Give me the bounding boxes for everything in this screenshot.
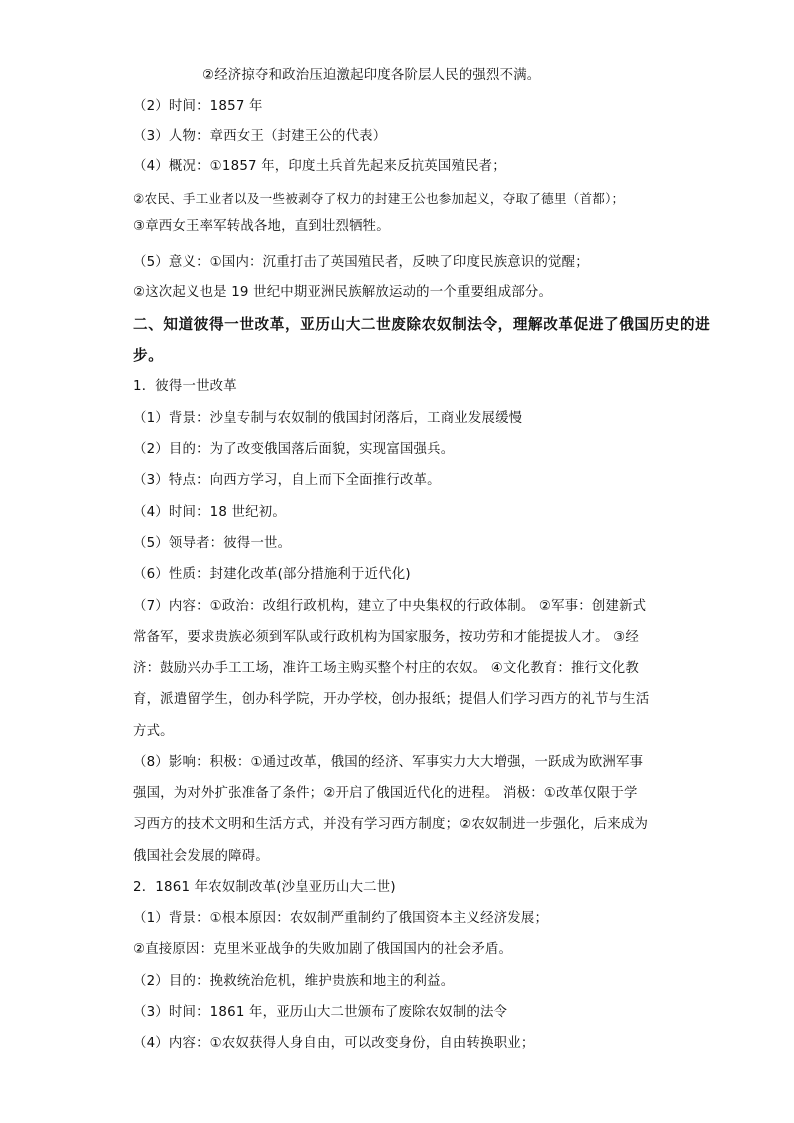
subsection-title: 2．1861 年农奴制改革(沙皇亚历山大二世) — [133, 880, 396, 895]
text-line: ②经济掠夺和政治压迫激起印度各阶层人民的强烈不满。 — [202, 68, 541, 83]
text-line: 方式。 — [133, 724, 174, 739]
text-line: （4）概况：①1857 年，印度土兵首先起来反抗英国殖民者； — [133, 159, 506, 174]
text-line: （1）背景：沙皇专制与农奴制的俄国封闭落后，工商业发展缓慢 — [133, 411, 523, 426]
text-line: 济：鼓励兴办手工工场，准许工场主购买整个村庄的农奴。 ④文化教育：推行文化教 — [133, 661, 639, 676]
text-line: （2）目的：为了改变俄国落后面貌，实现富国强兵。 — [133, 442, 455, 457]
subsection-title: 1．彼得一世改革 — [133, 379, 237, 394]
text-line: （8）影响：积极：①通过改革，俄国的经济、军事实力大大增强，一跃成为欧洲军事 — [133, 755, 644, 770]
text-line: （5）领导者：彼得一世。 — [133, 536, 292, 551]
text-line: ②直接原因：克里米亚战争的失败加剧了俄国国内的社会矛盾。 — [133, 942, 513, 957]
text-line: （7）内容：①政治：改组行政机构，建立了中央集权的行政体制。 ②军事：创建新式 — [133, 599, 647, 614]
text-line: ③章西女王率军转战各地，直到壮烈牺牲。 — [133, 219, 390, 234]
text-line: 强国，为对外扩张准备了条件；②开启了俄国近代化的进程。 消极：①改革仅限于学 — [133, 786, 638, 801]
text-line: ②农民、手工业者以及一些被剥夺了权力的封建王公也参加起义，夺取了德里（首都）； — [133, 191, 625, 206]
text-line: （4）内容：①农奴获得人身自由，可以改变身份，自由转换职业； — [133, 1036, 535, 1051]
text-line: ②这次起义也是 19 世纪中期亚洲民族解放运动的一个重要组成部分。 — [133, 285, 553, 300]
text-line: 育，派遣留学生，创办科学院，开办学校，创办报纸；提倡人们学习西方的礼节与生活 — [133, 692, 650, 707]
text-line: 习西方的技术文明和生活方式，并没有学习西方制度；②农奴制进一步强化，后来成为 — [133, 817, 649, 832]
text-line: （3）人物：章西女王（封建王公的代表） — [133, 129, 387, 144]
text-line: （2）目的：挽救统治危机，维护贵族和地主的利益。 — [133, 974, 455, 989]
text-line: （5）意义：①国内：沉重打击了英国殖民者，反映了印度民族意识的觉醒； — [133, 255, 589, 270]
text-line: 俄国社会发展的障碍。 — [133, 849, 269, 864]
text-line: （3）时间：1861 年，亚历山大二世颁布了废除农奴制的法令 — [133, 1005, 508, 1020]
text-line: 常备军，要求贵族必须到军队或行政机构为国家服务，按功劳和才能提拔人才。 ③经 — [133, 630, 639, 645]
text-line: （1）背景：①根本原因：农奴制严重制约了俄国资本主义经济发展； — [133, 911, 549, 926]
text-line: （2）时间：1857 年 — [133, 99, 263, 114]
section-heading: 二、知道彼得一世改革，亚历山大二世废除农奴制法令，理解改革促进了俄国历史的进 — [133, 316, 711, 333]
section-heading: 步。 — [133, 347, 164, 364]
text-line: （4）时间：18 世纪初。 — [133, 505, 286, 520]
text-line: （6）性质：封建化改革(部分措施利于近代化) — [133, 567, 411, 582]
text-line: （3）特点：向西方学习，自上而下全面推行改革。 — [133, 473, 441, 488]
